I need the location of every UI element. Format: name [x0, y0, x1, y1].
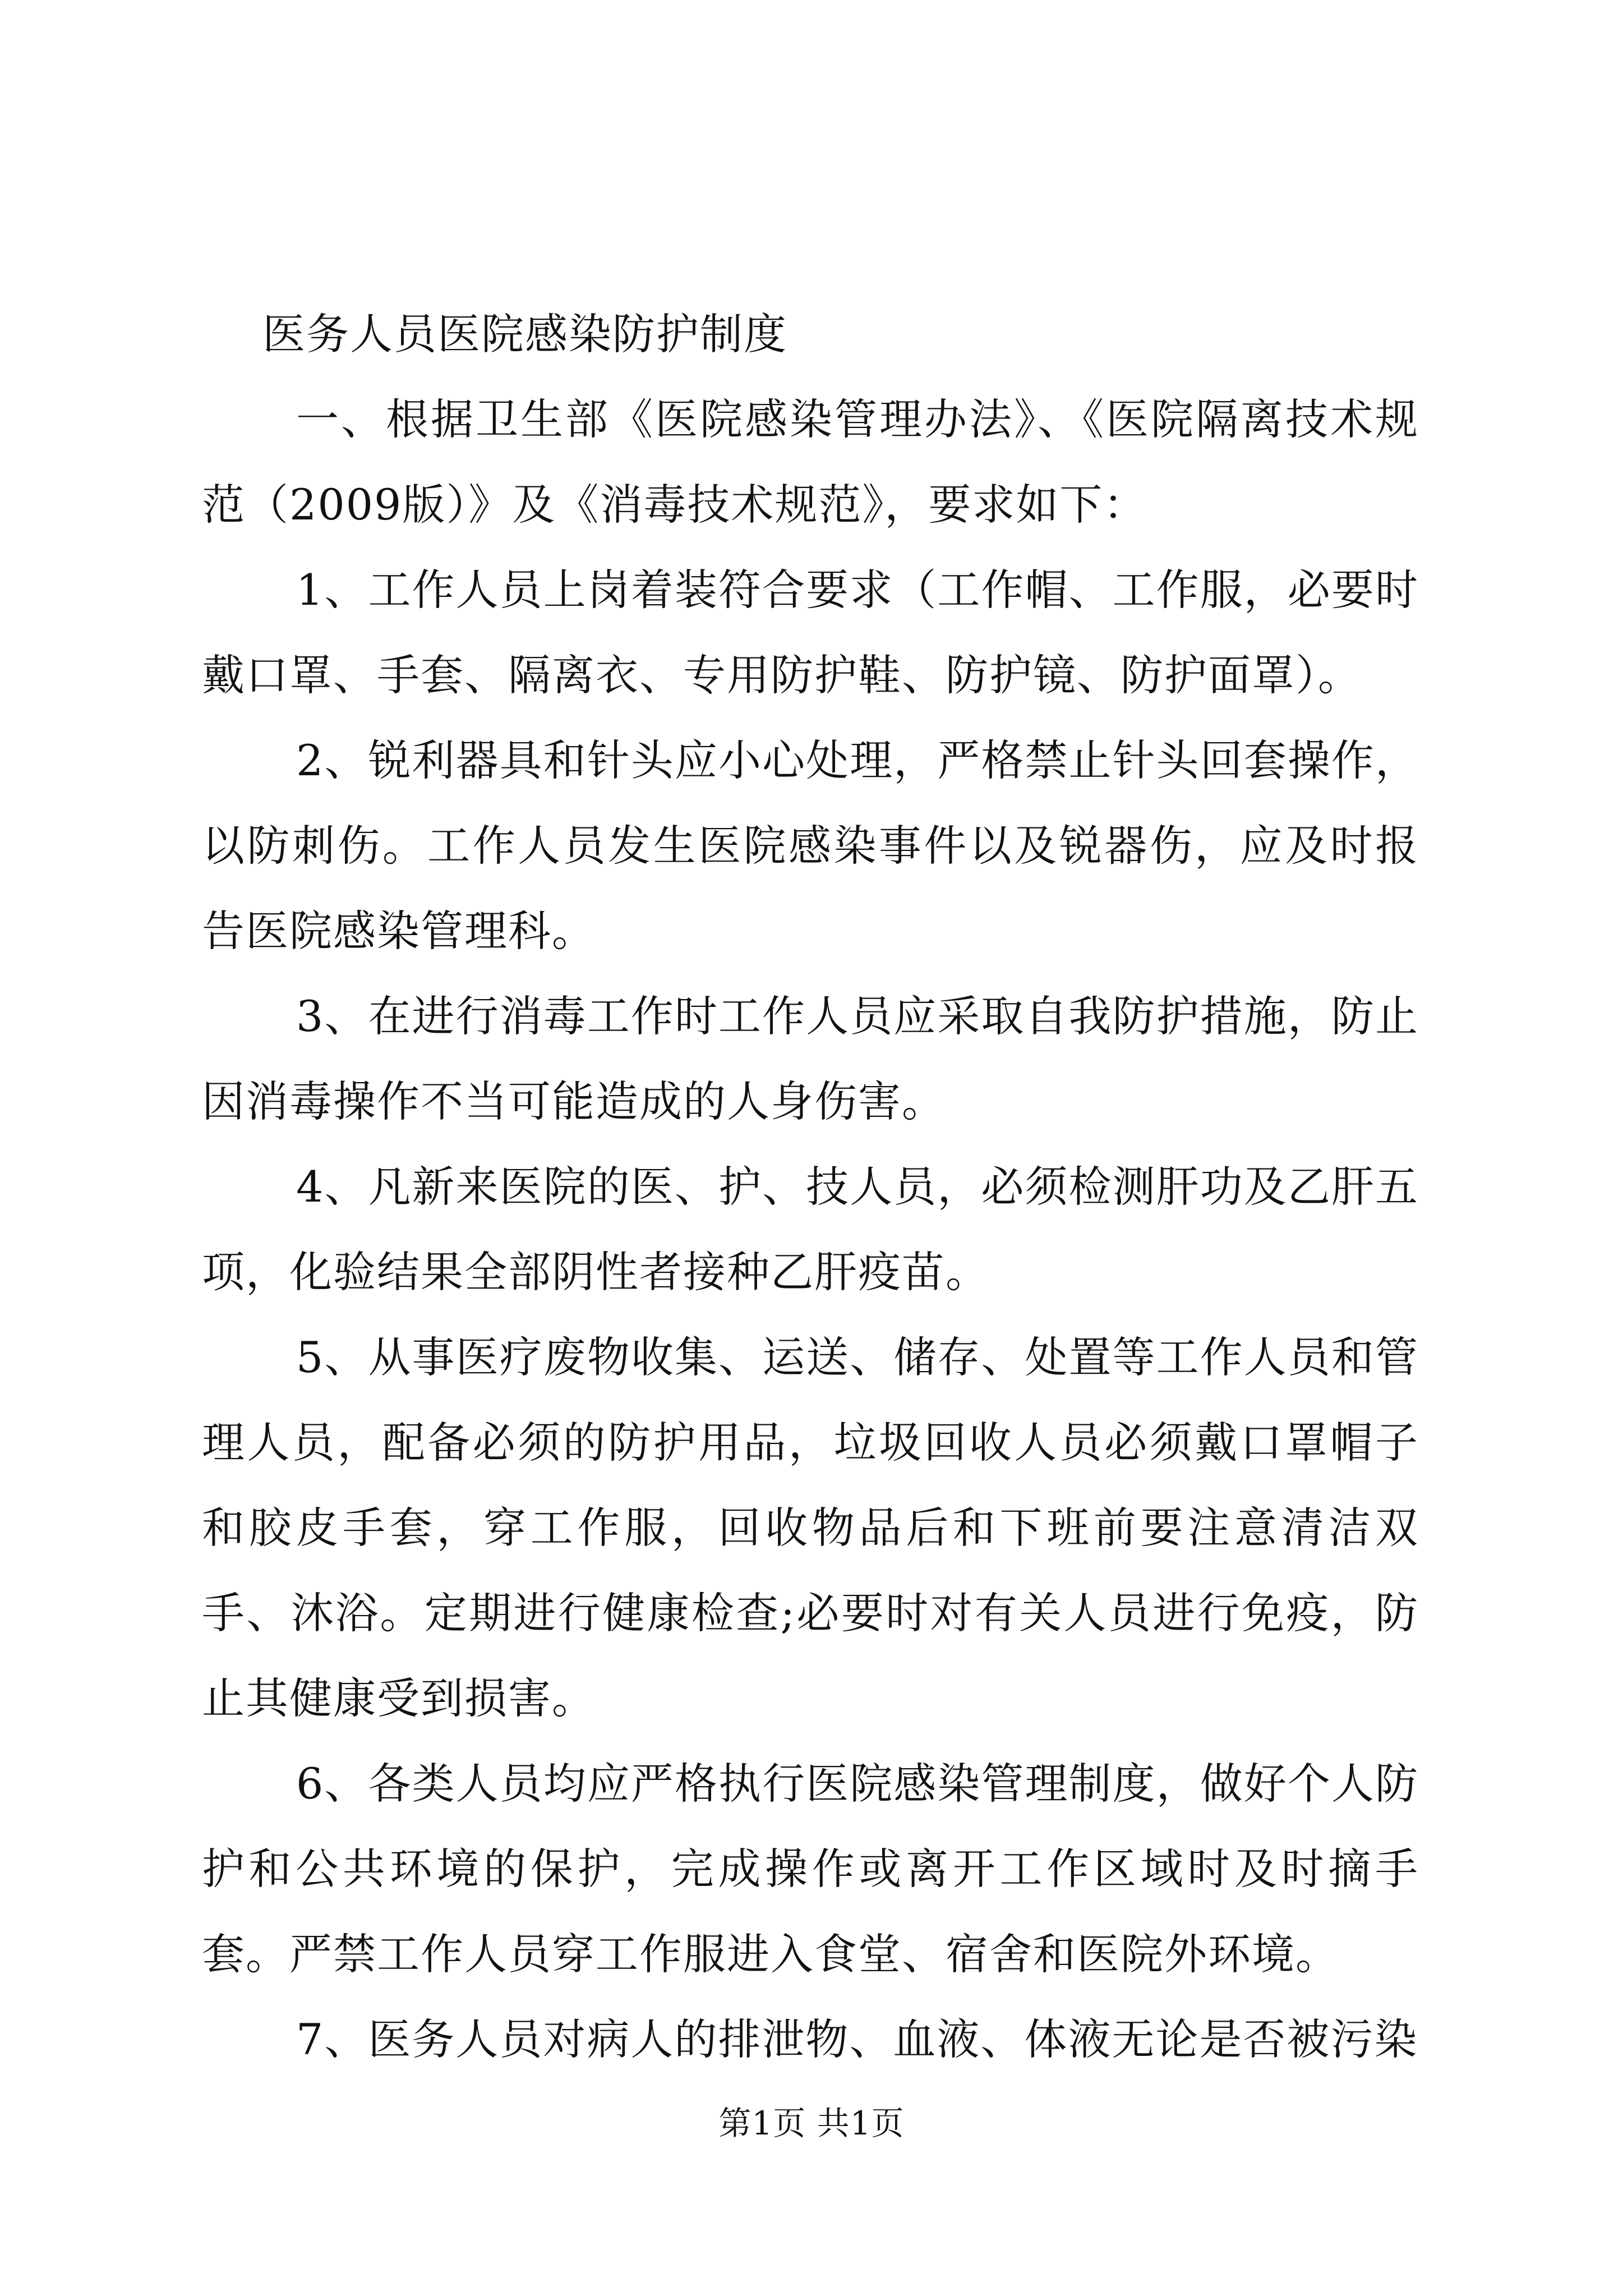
paragraph-item-2: 2、锐利器具和针头应小心处理，严格禁止针头回套操作，以防刺伤。工作人员发生医院感染事件以及锐器伤，应及时报告医院感染管理科。 [202, 735, 1419, 956]
paragraph-item-4: 4、凡新来医院的医、护、技人员，必须检测肝功及乙肝五项，化验结果全部阴性者接种乙肝疫苗。 [202, 1162, 1419, 1297]
document-title: 医务人员医院感染防护制度 [262, 309, 787, 359]
document-body [202, 292, 1419, 2082]
paragraph-item-3: 3、在进行消毒工作时工作人员应采取自我防护措施，防止因消毒操作不当可能造成的人身伤害。 [202, 991, 1419, 1126]
paragraph-item-1: 1、工作人员上岗着装符合要求（工作帽、工作服，必要时戴口罩、手套、隔离衣、专用防护鞋、防护镜、防护面罩）。 [202, 565, 1419, 700]
paragraph-item-6: 6、各类人员均应严格执行医院感染管理制度，做好个人防护和公共环境的保护，完成操作或离开工作区域时及时摘手套。严禁工作人员穿工作服进入食堂、宿舍和医院外环境。 [202, 1759, 1419, 1979]
paragraph-intro: 一、根据卫生部《医院感染管理办法》、《医院隔离技术规范（2009版）》及《消毒技术规范》，要求如下： [202, 394, 1419, 530]
paragraph-item-5: 5、从事医疗废物收集、运送、储存、处置等工作人员和管理人员，配备必须的防护用品，垃圾回收人员必须戴口罩帽子和胶皮手套，穿工作服，回收物品后和下班前要注意清洁双手、沐浴。定期进行健康检查;必要时对有关人员进行免疫，防止其健康受到损害。 [202, 1332, 1419, 1723]
page-footer: 第1页 共1页 [718, 2104, 905, 2142]
paragraph-item-7: 7、医务人员对病人的排泄物、血液、体液无论是否被污染 [296, 2014, 1418, 2064]
